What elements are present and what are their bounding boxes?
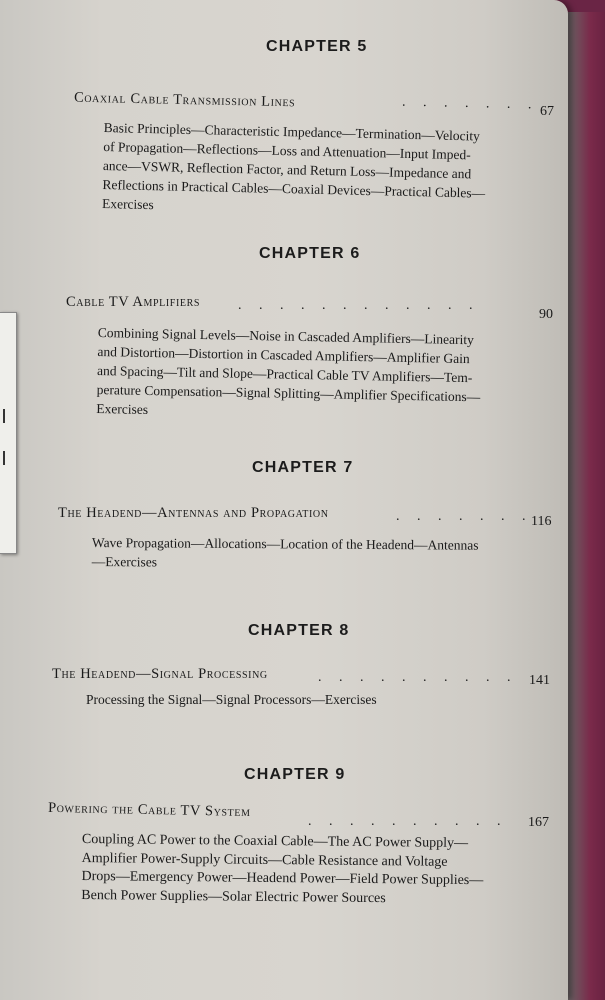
chapter-9-desc-line: Amplifier Power-Supply Circuits—Cable Resistance and Voltage: [81, 850, 448, 870]
chapter-8-page-number: 141: [529, 673, 550, 688]
chapter-5-description: [102, 118, 487, 222]
chapter-7-desc-line: —Exercises: [91, 553, 158, 570]
chapter-7-description: [92, 533, 479, 574]
chapter-9-title: Powering the Cable TV System: [47, 799, 251, 821]
chapter-5-desc-line: ance—VSWR, Reflection Factor, and Return Loss—Impedance and: [102, 157, 472, 182]
chapter-6-description: [96, 323, 481, 425]
chapter-5-heading: CHAPTER 5: [266, 38, 368, 55]
chapter-9-leader-dots: . . . . . . . . . .: [308, 814, 508, 829]
chapter-6-title: Cable TV Amplifiers: [66, 294, 201, 310]
chapter-8-leader-dots: . . . . . . . . . .: [318, 670, 518, 685]
chapter-5-desc-line: of Propagation—Reflections—Loss and Attenuation—Input Imped-: [103, 138, 471, 163]
chapter-5-title: Coaxial Cable Transmission Lines: [73, 89, 296, 111]
chapter-9-description: [81, 831, 484, 909]
chapter-8-desc-line: Processing the Signal—Signal Processors—Exercises: [86, 692, 377, 707]
chapter-8-description: [86, 690, 377, 709]
background-edge: [568, 12, 605, 1000]
bookmark-mark: [3, 409, 5, 423]
chapter-6-desc-line: and Distortion—Distortion in Cascaded Amplifiers—Amplifier Gain: [97, 343, 470, 367]
chapter-9-desc-line: Coupling AC Power to the Coaxial Cable—The AC Power Supply—: [81, 831, 469, 852]
chapter-6-desc-line: and Spacing—Tilt and Slope—Practical Cable TV Amplifiers—Tem-: [96, 362, 473, 386]
chapter-8-heading: CHAPTER 8: [248, 622, 350, 639]
paper-bookmark: [0, 312, 17, 554]
chapter-5-leader-dots: . . . . . . .: [401, 94, 539, 113]
chapter-9-desc-line: Bench Power Supplies—Solar Electric Power Sources: [81, 887, 386, 906]
chapter-5-desc-line: Exercises: [101, 195, 154, 213]
chapter-5-desc-line: Basic Principles—Characteristic Impedance—Termination—Velocity: [103, 119, 481, 144]
chapter-5-page-number: 67: [540, 104, 554, 119]
chapter-7-heading: CHAPTER 7: [252, 459, 354, 476]
chapter-7-title: The Headend—Antennas and Propagation: [58, 505, 329, 521]
chapter-7-leader-dots: . . . . . . .: [396, 509, 533, 524]
chapter-6-desc-line: Combining Signal Levels—Noise in Cascaded Amplifiers—Linearity: [97, 324, 474, 348]
chapter-6-heading: CHAPTER 6: [259, 245, 361, 262]
chapter-6-desc-line: Exercises: [96, 400, 149, 417]
chapter-9-desc-line: Drops—Emergency Power—Headend Power—Field Power Supplies—: [81, 868, 484, 889]
chapter-9-heading: CHAPTER 9: [244, 766, 346, 783]
chapter-7-desc-line: Wave Propagation—Allocations—Location of the Headend—Antennas: [91, 534, 479, 553]
bookmark-mark: [3, 451, 5, 465]
chapter-7-page-number: 116: [531, 514, 552, 529]
chapter-6-leader-dots: . . . . . . . . . . . .: [238, 298, 480, 313]
chapter-9-page-number: 167: [528, 815, 549, 830]
chapter-6-page-number: 90: [539, 307, 553, 322]
chapter-5-desc-line: Reflections in Practical Cables—Coaxial Devices—Practical Cables—: [102, 176, 486, 201]
chapter-8-title: The Headend—Signal Processing: [52, 666, 268, 682]
chapter-6-desc-line: perature Compensation—Signal Splitting—Amplifier Specifications—: [96, 381, 481, 405]
